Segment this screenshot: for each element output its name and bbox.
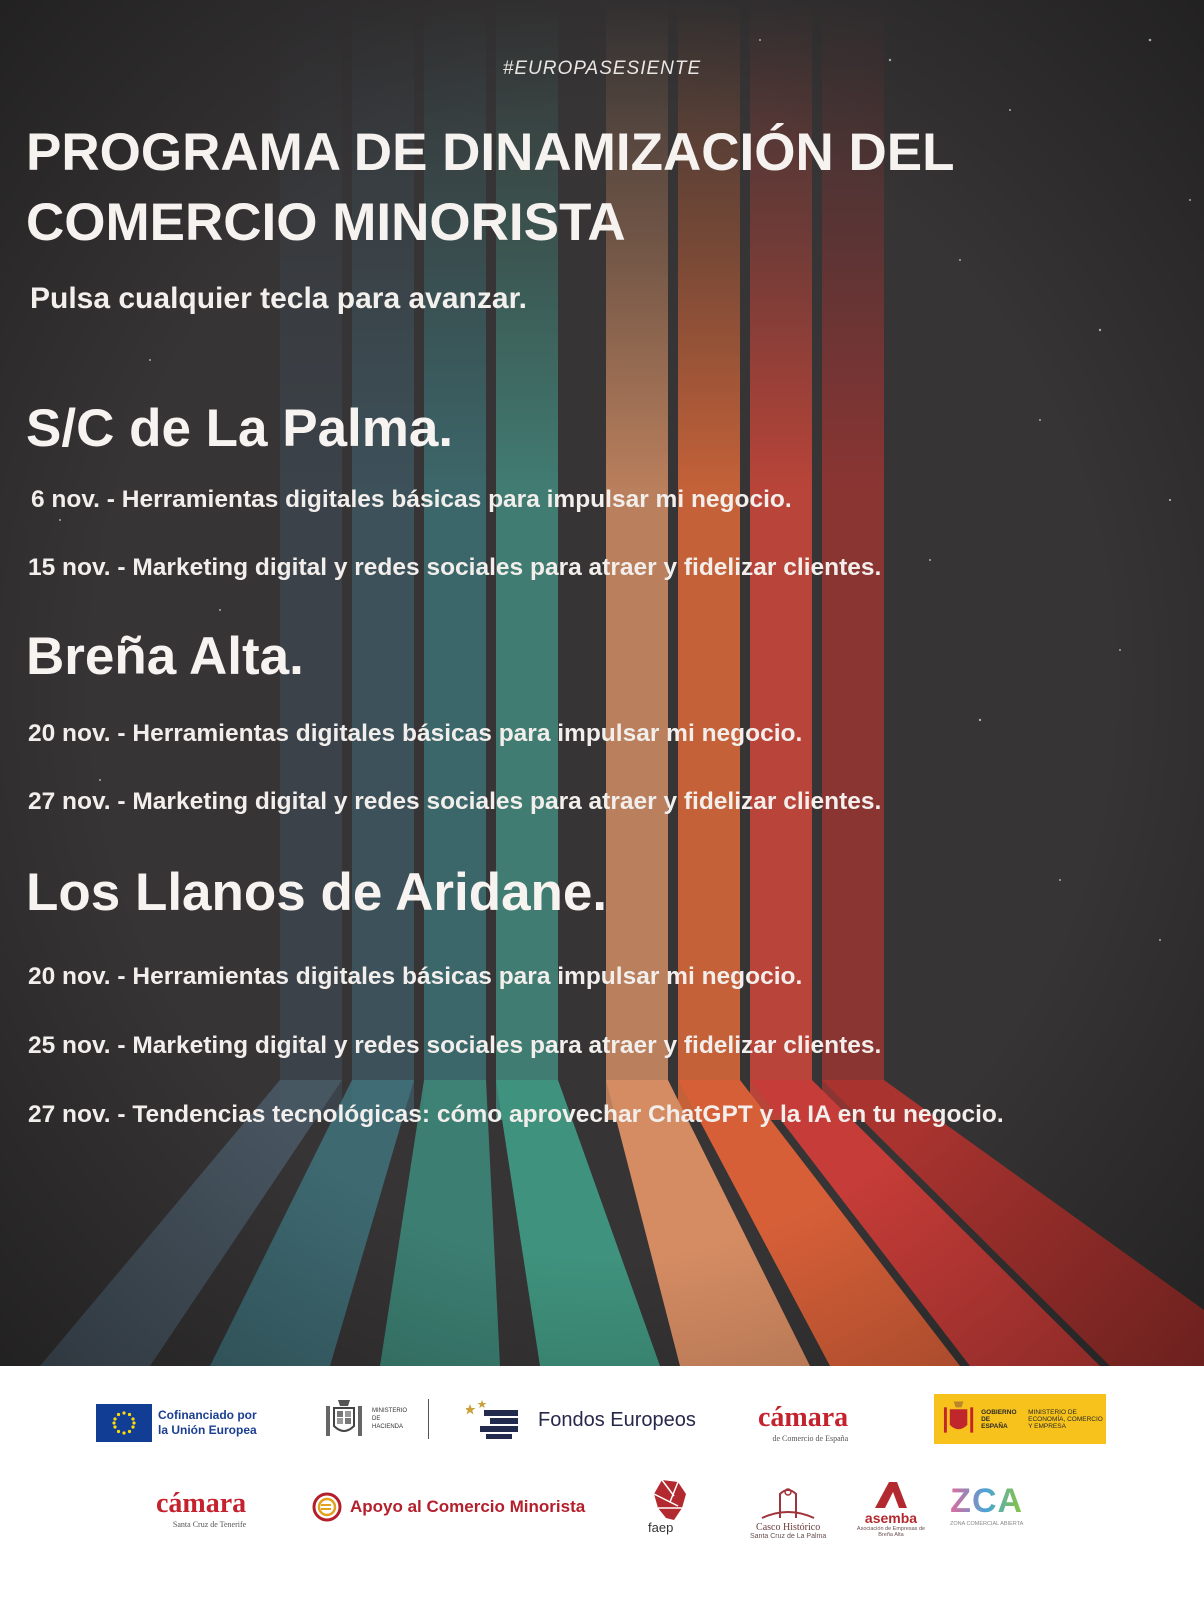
camara-tenerife-subtitle: Santa Cruz de Tenerife xyxy=(172,1520,247,1529)
asemba-a-icon xyxy=(871,1480,911,1510)
euro-coin-icon xyxy=(312,1492,342,1522)
zca-wordmark: ZCA xyxy=(950,1482,1024,1520)
spain-coat-of-arms-icon xyxy=(942,1399,975,1439)
ministerio-economia-label: MINISTERIO DE ECONOMÍA, COMERCIO Y EMPRESA xyxy=(1028,1408,1103,1430)
casco-historico-subtitle: Santa Cruz de La Palma xyxy=(750,1533,827,1540)
ministerio-hacienda-logo xyxy=(322,1396,429,1442)
event-item: 25 nov. - Marketing digital y redes sociales para atraer y fidelizar clientes. xyxy=(28,1032,882,1059)
event-item: 27 nov. - Tendencias tecnológicas: cómo aprovechar ChatGPT y la IA en tu negocio. xyxy=(28,1101,1004,1128)
event-item: 6 nov. - Herramientas digitales básicas para impulsar mi negocio. xyxy=(31,486,792,513)
camara-tenerife-logo xyxy=(156,1488,246,1529)
eu-cofinanced-logo xyxy=(96,1404,257,1442)
city-heading-brena-alta: Breña Alta. xyxy=(26,627,304,686)
gobierno-label: GOBIERNO DE ESPAÑA xyxy=(981,1408,1017,1430)
la-palma-island-icon xyxy=(648,1478,694,1522)
zca-subtitle: ZONA COMERCIAL ABIERTA xyxy=(950,1521,1024,1527)
eu-flag-icon xyxy=(96,1404,152,1442)
casco-historico-icon xyxy=(756,1484,820,1522)
apoyo-comercio-label: Apoyo al Comercio Minorista xyxy=(350,1497,586,1516)
eu-text-line-1: Cofinanciado por xyxy=(158,1408,257,1422)
asemba-subtitle: Asociación de Empresas de Breña Alta xyxy=(856,1526,926,1538)
casco-historico-logo xyxy=(750,1484,826,1540)
camara-espana-wordmark: cámara xyxy=(758,1402,849,1433)
zca-logo xyxy=(950,1482,1023,1527)
city-heading-sc-la-palma: S/C de La Palma. xyxy=(26,399,454,458)
asemba-logo xyxy=(856,1480,926,1538)
camara-espana-subtitle: de Comercio de España xyxy=(772,1434,849,1443)
asemba-label: asemba xyxy=(864,1510,918,1526)
event-item: 27 nov. - Marketing digital y redes sociales para atraer y fidelizar clientes. xyxy=(28,788,882,815)
spain-coat-of-arms-icon xyxy=(322,1396,366,1442)
sponsors-footer xyxy=(0,1366,1204,1600)
title-line-1: PROGRAMA DE DINAMIZACIÓN DEL xyxy=(26,123,955,182)
apoyo-comercio-logo xyxy=(312,1492,585,1522)
camara-espana-logo xyxy=(758,1402,848,1443)
casco-historico-label: Casco Histórico xyxy=(756,1522,821,1533)
hacienda-label: MINISTERIO DE HACIENDA xyxy=(372,1408,408,1430)
title-line-2: COMERCIO MINORISTA xyxy=(26,193,626,252)
gobierno-espana-logo xyxy=(934,1394,1106,1444)
faep-label: faep xyxy=(648,1520,674,1535)
event-item: 15 nov. - Marketing digital y redes sociales para atraer y fidelizar clientes. xyxy=(28,554,882,581)
subtitle-instruction: Pulsa cualquier tecla para avanzar. xyxy=(30,282,527,315)
fondos-europeos-label: Fondos Europeos xyxy=(538,1408,696,1431)
event-item: 20 nov. - Herramientas digitales básicas para impulsar mi negocio. xyxy=(28,963,803,990)
fondos-europeos-logo xyxy=(466,1400,696,1440)
city-heading-los-llanos: Los Llanos de Aridane. xyxy=(26,863,608,922)
eu-text-line-2: la Unión Europea xyxy=(158,1423,257,1437)
page-title xyxy=(26,118,1186,258)
logo-divider xyxy=(428,1399,429,1439)
event-item: 20 nov. - Herramientas digitales básicas para impulsar mi negocio. xyxy=(28,720,803,747)
faep-logo xyxy=(648,1478,694,1535)
hashtag: #EUROPASESIENTE xyxy=(502,58,702,79)
fondos-europeos-icon xyxy=(466,1400,528,1440)
camara-tenerife-wordmark: cámara xyxy=(156,1488,247,1519)
